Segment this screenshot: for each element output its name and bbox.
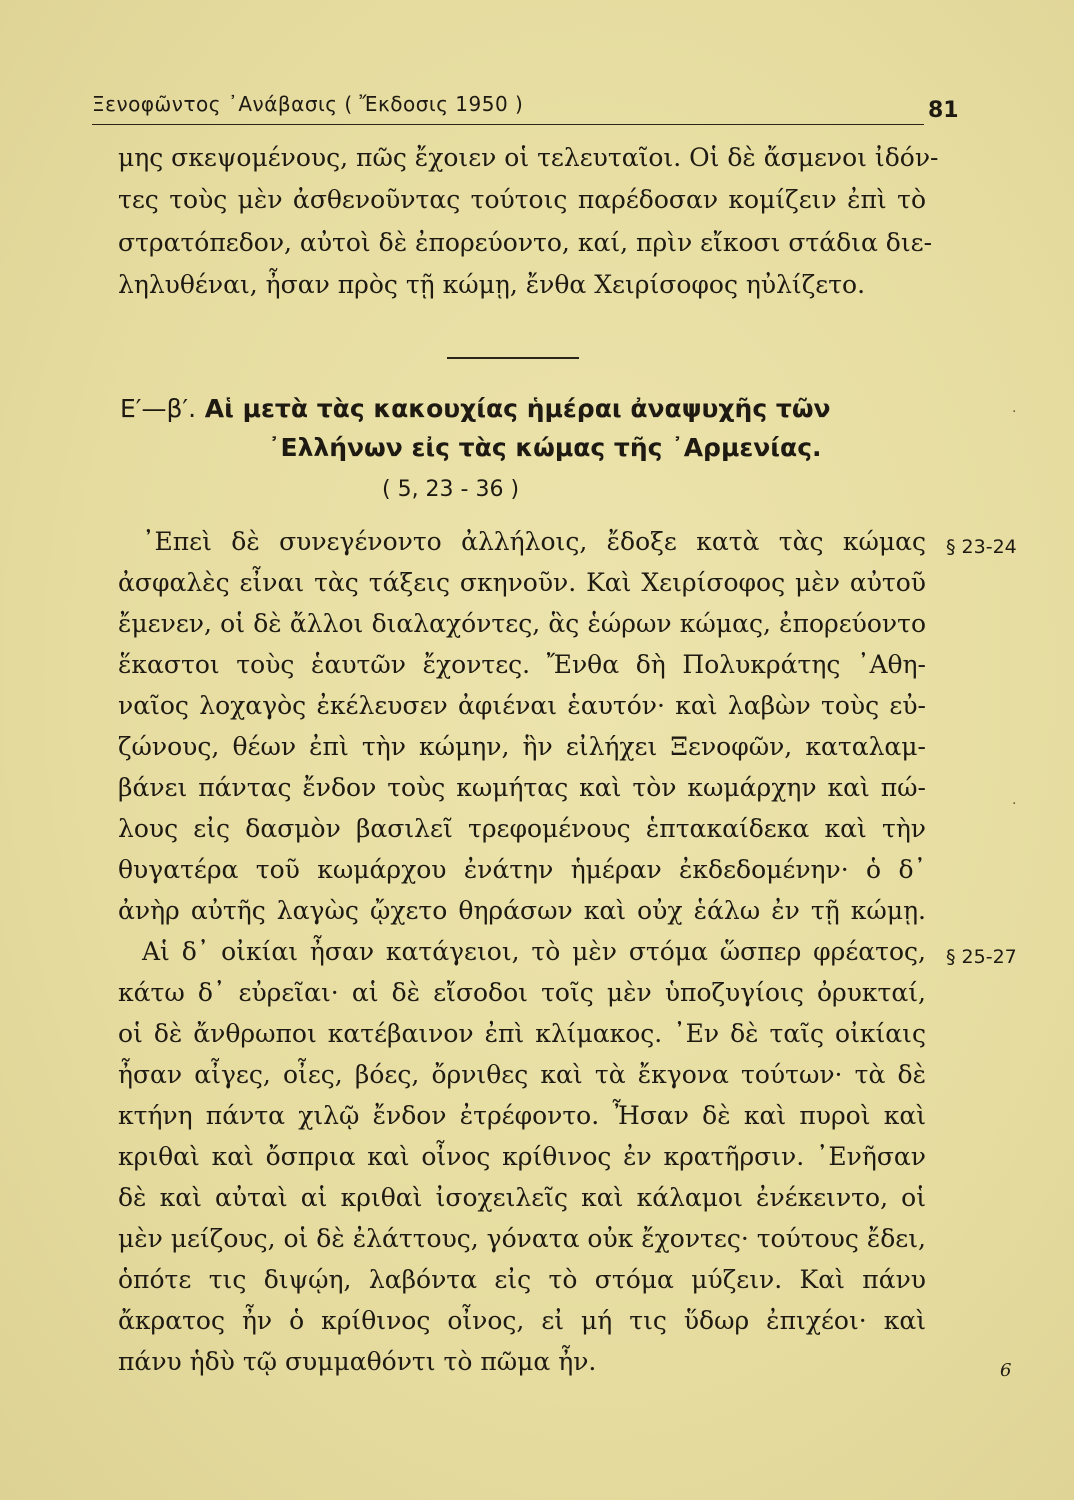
text-line: λους εἰς δασμὸν βασιλεῖ τρεφομένους ἑπτακαίδεκα καὶ τὴν	[118, 814, 926, 843]
paper-speck: ·	[1012, 796, 1017, 812]
paper-speck: ·	[1012, 404, 1017, 420]
text-line: μὲν μείζους, οἱ δὲ ἐλάττους, γόνατα οὐκ ἔχοντες· τούτους ἔδει,	[118, 1224, 926, 1253]
text-line: ὁπότε τις διψῴη, λαβόντα εἰς τὸ στόμα μύζειν. Καὶ πάνυ	[118, 1265, 926, 1294]
signature-mark: 6	[1000, 1360, 1012, 1381]
section-label: Ε′—β′.	[120, 394, 197, 423]
text-line: κριθαὶ καὶ ὄσπρια καὶ οἶνος κρίθινος ἐν κρατῆρσιν. ᾿Ενῆσαν	[118, 1142, 926, 1171]
text-line: πάνυ ἡδὺ τῷ συμμαθόντι τὸ πῶμα ἦν.	[118, 1347, 597, 1376]
text-line: ἕκαστοι τοὺς ἑαυτῶν ἔχοντες. Ἔνθα δὴ Πολυκράτης ᾿Αθη-	[118, 650, 926, 679]
text-line: δὲ καὶ αὐταὶ αἱ κριθαὶ ἰσοχειλεῖς καὶ κάλαμοι ἐνέκειντο, οἱ	[118, 1183, 926, 1212]
text-line: ἔμενεν, οἱ δὲ ἄλλοι διαλαχόντες, ἃς ἑώρων κώμας, ἐπορεύοντο	[118, 609, 926, 638]
section-heading-line-1	[120, 392, 831, 426]
text-line: ληλυθέναι, ἦσαν πρὸς τῇ κώμῃ, ἔνθα Χειρίσοφος ηὐλίζετο.	[118, 270, 866, 299]
margin-note-25-27: § 25-27	[946, 946, 1017, 968]
chapter-reference: ( 5, 23 - 36 )	[382, 477, 520, 502]
text-line: ᾿Επεὶ δὲ συνεγένοντο ἀλλήλοις, ἔδοξε κατὰ τὰς κώμας	[142, 527, 926, 556]
text-line: ἦσαν αἶγες, οἶες, βόες, ὄρνιθες καὶ τὰ ἔκγονα τούτων· τὰ δὲ	[118, 1060, 926, 1089]
text-line: Αἱ δ᾿ οἰκίαι ἦσαν κατάγειοι, τὸ μὲν στόμα ὥσπερ φρέατος,	[142, 937, 926, 966]
text-line: τες τοὺς μὲν ἀσθενοῦντας τούτοις παρέδοσαν κομίζειν ἐπὶ τὸ	[118, 185, 926, 214]
page-number: 81	[928, 98, 959, 123]
text-line: ζώνους, θέων ἐπὶ τὴν κώμην, ἣν εἰλήχει Ξενοφῶν, καταλαμ-	[118, 732, 926, 761]
text-line: ναῖος λοχαγὸς ἐκέλευσεν ἀφιέναι ἑαυτόν· καὶ λαβὼν τοὺς εὐ-	[118, 691, 926, 720]
text-line: θυγατέρα τοῦ κωμάρχου ἐνάτην ἡμέραν ἐκδεδομένην· ὁ δ᾿	[118, 855, 926, 884]
section-divider	[447, 357, 579, 359]
text-line: ἀσφαλὲς εἶναι τὰς τάξεις σκηνοῦν. Καὶ Χειρίσοφος μὲν αὐτοῦ	[118, 568, 926, 597]
text-line: ἀνὴρ αὐτῆς λαγὼς ᾤχετο θηράσων καὶ οὐχ ἑάλω ἐν τῇ κώμῃ.	[118, 896, 926, 925]
section-title-1: Αἱ μετὰ τὰς κακουχίας ἡμέραι ἀναψυχῆς τῶν	[204, 394, 831, 423]
text-line: μης σκεψομένους, πῶς ἔχοιεν οἱ τελευταῖοι. Οἱ δὲ ἄσμενοι ἰδόν-	[118, 143, 939, 172]
text-line: στρατόπεδον, αὐτοὶ δὲ ἐπορεύοντο, καί, πρὶν εἴκοσι στάδια διε-	[118, 228, 933, 257]
text-line: κτήνη πάντα χιλῷ ἔνδον ἐτρέφοντο. Ἦσαν δὲ καὶ πυροὶ καὶ	[118, 1101, 926, 1130]
header-rule	[92, 124, 924, 125]
margin-note-23-24: § 23-24	[946, 536, 1017, 558]
text-line: ἄκρατος ἦν ὁ κρίθινος οἶνος, εἰ μή τις ὕδωρ ἐπιχέοι· καὶ	[118, 1306, 926, 1335]
text-line: βάνει πάντας ἔνδον τοὺς κωμήτας καὶ τὸν κωμάρχην καὶ πώ-	[118, 773, 926, 802]
text-line: οἱ δὲ ἄνθρωποι κατέβαινον ἐπὶ κλίμακος. ᾿Εν δὲ ταῖς οἰκίαις	[118, 1019, 926, 1048]
running-title: Ξενοφῶντος ᾿Ανάβασις ( Ἔκδοσις 1950 )	[92, 92, 524, 116]
text-line: κάτω δ᾿ εὐρεῖαι· αἱ δὲ εἴσοδοι τοῖς μὲν ὑποζυγίοις ὀρυκταί,	[118, 978, 926, 1007]
section-heading-line-2: ᾿Ελλήνων εἰς τὰς κώμας τῆς ᾿Αρμενίας.	[268, 433, 822, 462]
